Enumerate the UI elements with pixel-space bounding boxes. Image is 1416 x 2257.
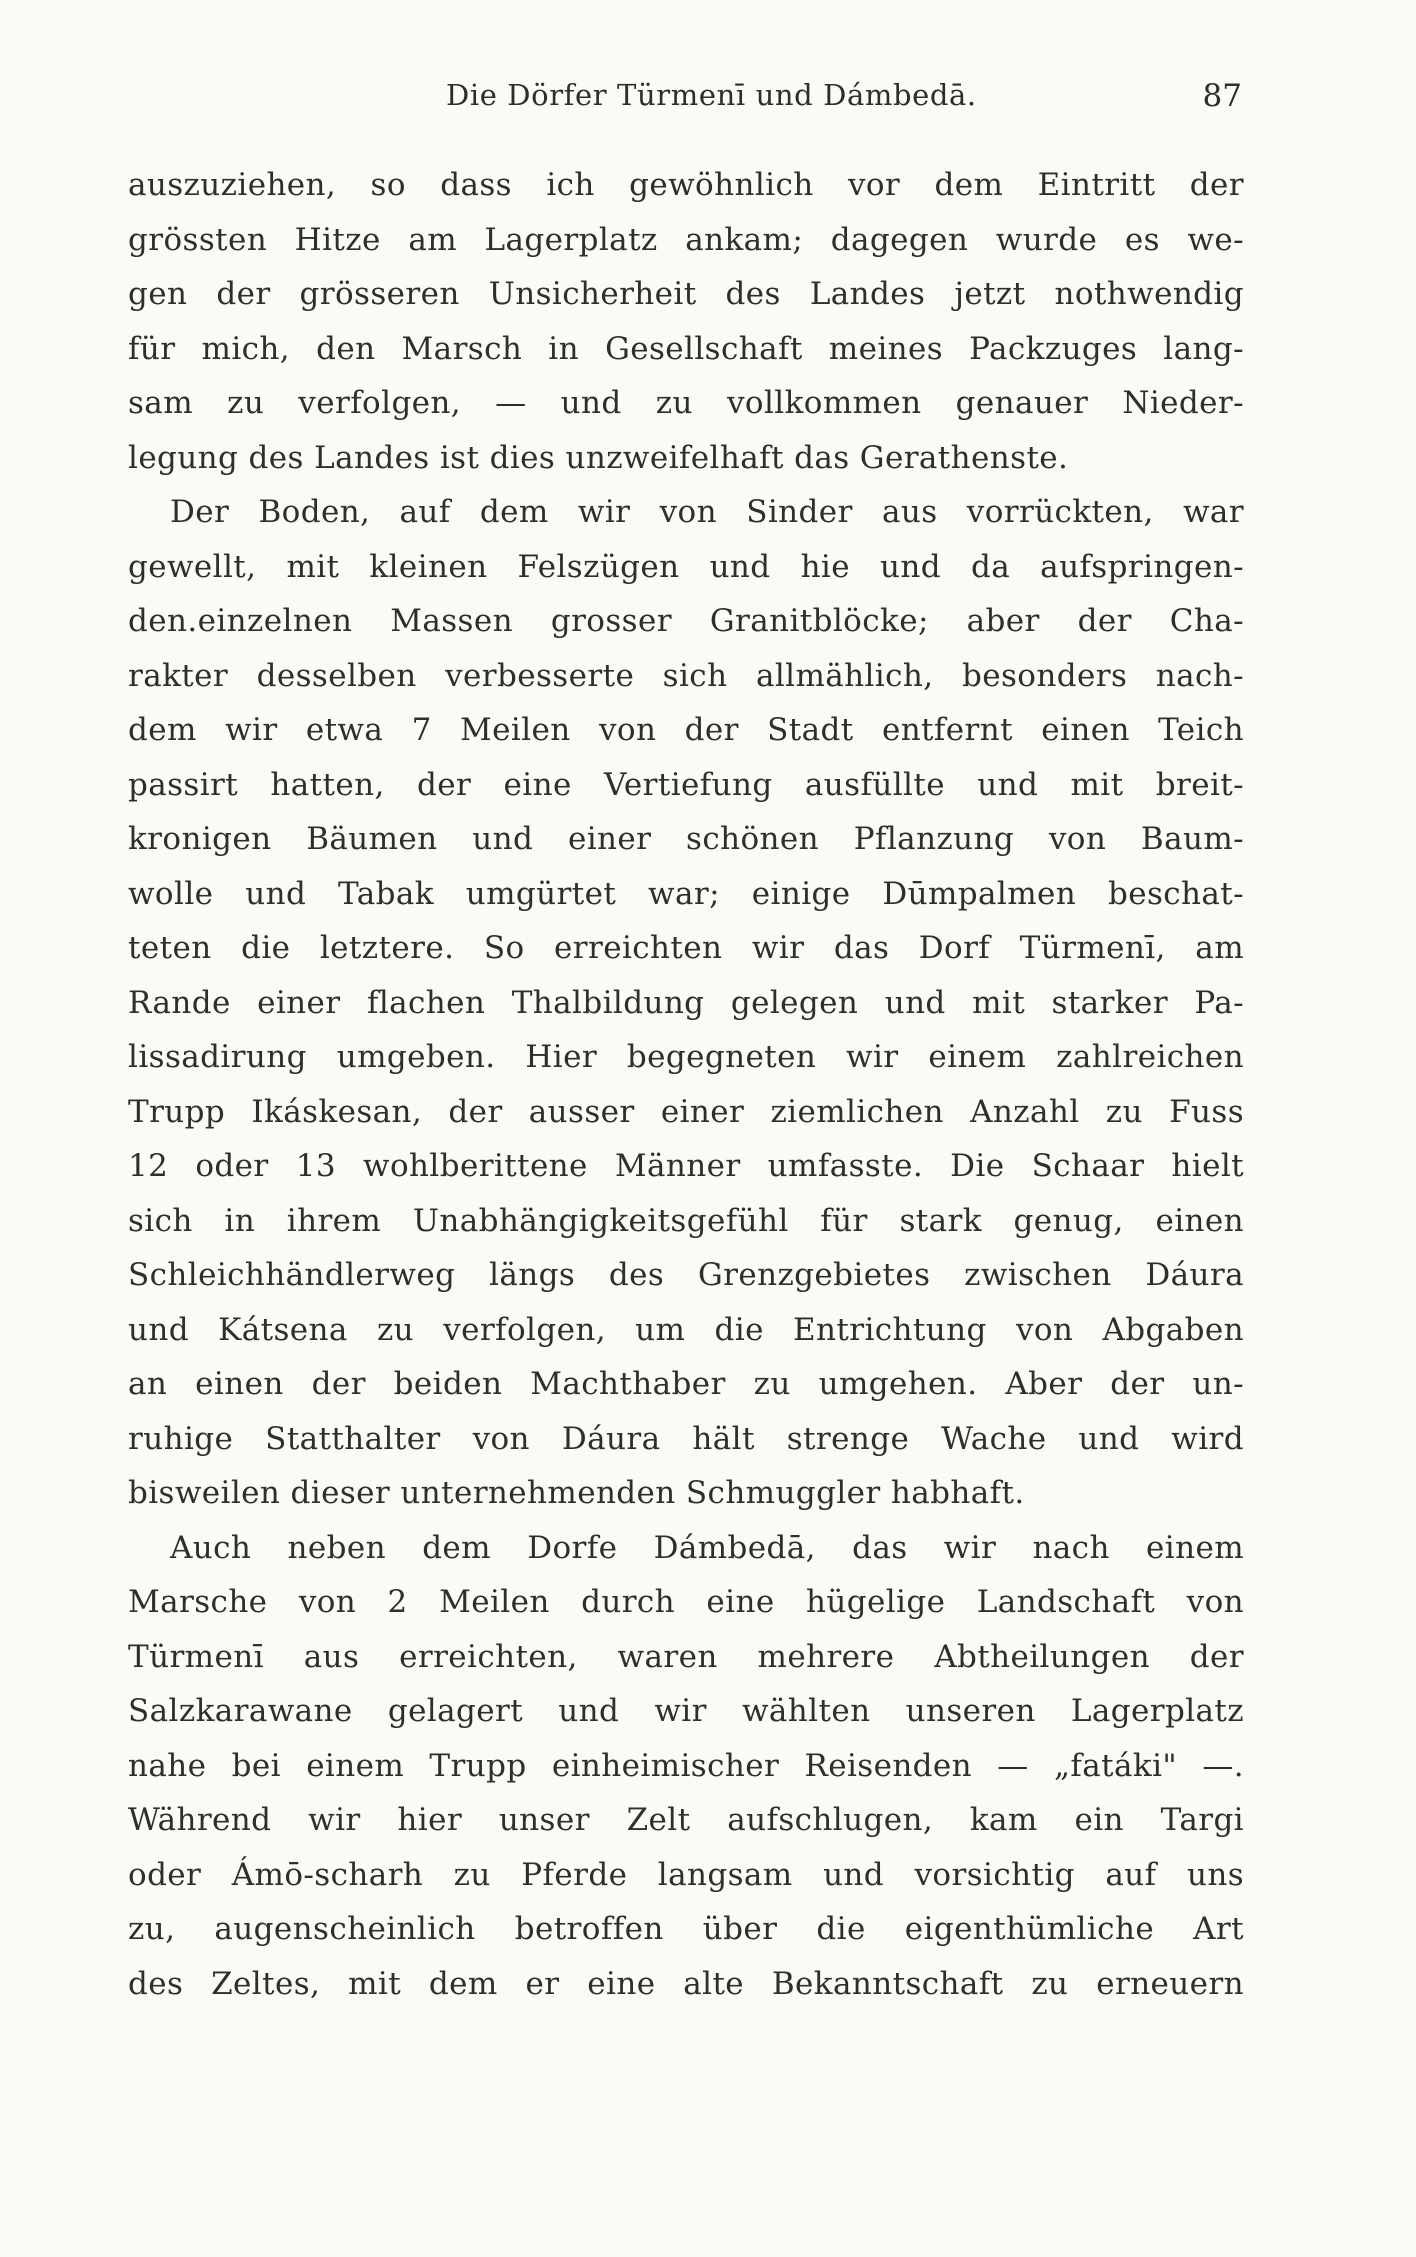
text-line: oder Ámō-scharh zu Pferde langsam und vorsichtig auf uns (128, 1856, 1244, 1893)
text-line: Türmenī aus erreichten, waren mehrere Abtheilungen der (128, 1638, 1244, 1675)
text-line: bisweilen dieser unternehmenden Schmuggler habhaft. (128, 1475, 1025, 1511)
text-line: sich in ihrem Unabhängigkeitsgefühl für stark genug, einen (128, 1202, 1244, 1239)
body-text (128, 158, 1244, 2011)
text-line: teten die letztere. So erreichten wir das Dorf Türmenī, am (128, 930, 1244, 966)
text-line: nahe bei einem Trupp einheimischer Reisenden — „fatáki" —. (128, 1747, 1244, 1784)
text-line: und Kátsena zu verfolgen, um die Entrichtung von Abgaben (128, 1311, 1244, 1348)
page-number: 87 (1202, 78, 1242, 114)
text-line: sam zu verfolgen, — und zu vollkommen genauer Nieder- (128, 385, 1244, 421)
text-line: dem wir etwa 7 Meilen von der Stadt entfernt einen Teich (128, 712, 1244, 748)
text-line: Der Boden, auf dem wir von Sinder aus vorrückten, war (170, 494, 1244, 530)
text-line: Salzkarawane gelagert und wir wählten unseren Lagerplatz (128, 1693, 1244, 1729)
text-line: Marsche von 2 Meilen durch eine hügelige Landschaft von (128, 1584, 1244, 1620)
text-line: Trupp Ikáskesan, der ausser einer ziemlichen Anzahl zu Fuss (128, 1093, 1244, 1130)
text-line: Schleichhändlerweg längs des Grenzgebietes zwischen Dáura (128, 1257, 1244, 1293)
text-line: passirt hatten, der eine Vertiefung ausfüllte und mit breit- (128, 766, 1244, 803)
text-line: ruhige Statthalter von Dáura hält strenge Wache und wird (128, 1420, 1244, 1457)
text-line: an einen der beiden Machthaber zu umgehen. Aber der un- (128, 1366, 1244, 1402)
text-line: lissadirung umgeben. Hier begegneten wir einem zahlreichen (128, 1039, 1244, 1075)
text-line: 12 oder 13 wohlberittene Männer umfasste. Die Schaar hielt (128, 1148, 1244, 1184)
text-line: des Zeltes, mit dem er eine alte Bekanntschaft zu erneuern (128, 1965, 1244, 2002)
text-line: zu, augenscheinlich betroffen über die eigenthümliche Art (128, 1911, 1244, 1947)
text-line: Rande einer flachen Thalbildung gelegen und mit starker Pa- (128, 984, 1244, 1021)
running-title: Die Dörfer Türmenī und Dámbedā. (446, 78, 977, 112)
text-line: legung des Landes ist dies unzweifelhaft das Gerathenste. (128, 439, 1069, 476)
text-line: wolle und Tabak umgürtet war; einige Dūmpalmen beschat- (128, 875, 1244, 912)
text-line: Während wir hier unser Zelt aufschlugen, kam ein Targi (128, 1802, 1244, 1838)
text-line: rakter desselben verbesserte sich allmählich, besonders nach- (128, 657, 1244, 694)
text-line: grössten Hitze am Lagerplatz ankam; dagegen wurde es we- (128, 221, 1244, 258)
text-line: Auch neben dem Dorfe Dámbedā, das wir nach einem (170, 1529, 1244, 1566)
text-line: den.einzelnen Massen grosser Granitblöcke; aber der Cha- (128, 603, 1244, 639)
text-line: gen der grösseren Unsicherheit des Landes jetzt nothwendig (128, 276, 1244, 312)
text-line: auszuziehen, so dass ich gewöhnlich vor dem Eintritt der (128, 167, 1244, 203)
text-line: für mich, den Marsch in Gesellschaft meines Packzuges lang- (128, 330, 1244, 367)
running-head (128, 78, 1244, 128)
text-line: kronigen Bäumen und einer schönen Pflanzung von Baum- (128, 821, 1244, 857)
text-line: gewellt, mit kleinen Felszügen und hie und da aufspringen- (128, 548, 1244, 585)
